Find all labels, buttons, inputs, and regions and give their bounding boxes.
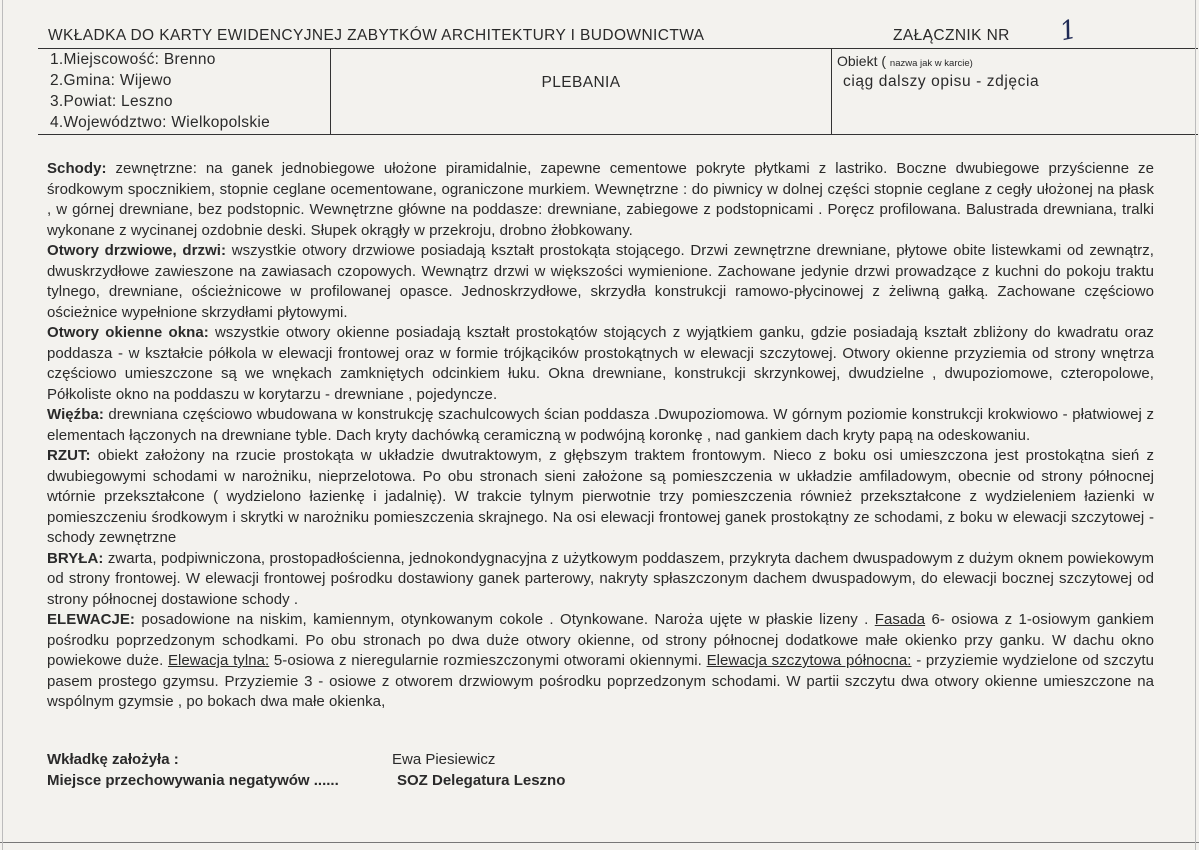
section-heading: BRYŁA: <box>47 549 104 567</box>
scan-edge-left <box>2 0 3 850</box>
section-heading: Otwory drzwiowe, drzwi: <box>47 242 227 259</box>
voivodeship-field: 4.Województwo: Wielkopolskie <box>50 114 271 131</box>
section-text: zwarta, podpiwniczona, prostopadłościenna, jednokondygnacyjna z użytkowym poddaszem, przykryta dachem dwuspadowym z dużym oknem powiekowym od strony frontowej. W elewacji frontowej pośrodku dostawiony ganek parterowy, nakryty spłaszczonym dachem dwuspadowym, do elewacji bocznej szczytowej od strony północnej dostawione schody . <box>47 549 1154 608</box>
section-text: 6- osiowa z 1-osiowym gankiem pośrodku poprzedzonym schodkami. Po obu stronach po dwa duże otwory okienne, od strony północnej dodatkowe małe okienko przy ganku. W dachu okno powiekowe duże. <box>47 611 1154 669</box>
section-plan <box>47 446 1154 549</box>
scan-edge-right <box>1195 0 1196 850</box>
section-doors <box>47 241 1154 323</box>
section-heading: Schody: <box>47 160 107 177</box>
section-heading: RZUT: <box>47 447 91 464</box>
section-stairs <box>47 159 1154 241</box>
storage-label: Miejsce przechowywania negatywów ...... <box>47 772 339 789</box>
locality-field: 1.Miejscowość: Brenno <box>50 51 216 68</box>
section-text: obiekt założony na rzucie prostokąta w układzie dwutraktowym, z głębszym traktem frontowym. Nieco z boku osi umieszczona jest prostokątna sień z dwubiegowymi schodami w narożniku, nieprzelotowa. Po obu stronach sieni założone są pomieszczenia w układzie amfiladowym, obecnie od strony północnej wtórnie przekształcone ( wydzielono łazienkę i jadalnię). W trakcie tylnym pierwotnie trzy pomieszczenia również przekształcone z wydzieleniem łazienki w pomieszczeniu środkowym i skrytki w narożniku pomieszczenia skrajnego. Na osi elewacji frontowej ganek prostokątny ze schodami, z boku w elewacji szczytowej - schody zewnętrzne <box>47 447 1154 546</box>
section-text: zewnętrzne: na ganek jednobiegowe ułożone piramidalnie, zapewne cementowe pokryte płytkami z lastriko. Boczne dwubiegowe przyścienne ze środkowym spocznikiem, stopnie ceglane ocementowane, ograniczone murkiem. Wewnętrzne : do piwnicy w dolnej części stopnie ceglane z cegły ułożonej na płask , w górnej drewniane, bez podstopnic. Wewnętrzne główne na poddasze: drewniane, zabiegowe z podstopnicami . Poręcz profilowana. Balustrada drewniana, tralki wykonane z wycinanej ozdobnie deski. Słupek okrągły w przekroju, drobno żłobkowany. <box>47 160 1154 239</box>
object-label-note: nazwa jak w karcie) <box>889 58 973 69</box>
location-cell <box>38 48 331 134</box>
section-text: 5-osiowa z nieregularnie rozmieszczonymi otworami okiennymi. <box>269 652 702 669</box>
section-text: - przyziemie wydzielone od szczytu pasem prostego gzymsu. Przyziemie 3 - osiowe z otworem drzwiowym pośrodku poprzedzonym schodami. W partii szczytu dwa otwory okienne umieszczone na wspólnym gzymsie , po bokach dwa małe okienka, <box>47 652 1154 710</box>
object-name: PLEBANIA <box>541 74 621 91</box>
scan-edge-bottom <box>0 842 1199 843</box>
object-value: ciąg dalszy opisu - zdjęcia <box>843 73 1040 90</box>
county-field: 3.Powiat: Leszno <box>50 93 173 110</box>
author-value: Ewa Piesiewicz <box>392 751 496 768</box>
section-windows <box>47 323 1154 405</box>
object-name-cell <box>331 48 832 134</box>
storage-value: SOZ Delegatura Leszno <box>397 772 566 789</box>
facade-label: Fasada <box>874 611 926 628</box>
author-label: Wkładkę założyła : <box>47 751 179 768</box>
commune-field: 2.Gmina: Wijewo <box>50 72 172 89</box>
section-text: wszystkie otwory okienne posiadają kształt prostokątów stojących z wyjątkiem ganku, gdzie posiadają kształt zbliżony do kwadratu oraz poddasza - w kształcie półkola w elewacji frontowej oraz w formie trójkącików prostokątnych w elewacji szczytowej. Otwory okienne przyziemia od strony wnętrza częściowo umieszczone są we wnękach zamkniętych odcinkiem łuku. Okna drewniane, konstrukcji skrzynkowej, dwudzielne , dwupoziomowe, czteropolowe, Półkoliste okno na poddaszu w korytarzu - drewniane , pojedyncze. <box>47 324 1154 403</box>
section-elevations <box>47 610 1154 713</box>
section-heading: Więźba: <box>47 406 104 423</box>
annex-label: ZAŁĄCZNIK NR <box>893 27 1010 44</box>
info-table <box>38 48 1198 135</box>
section-roof-truss <box>47 405 1154 446</box>
object-label: Obiekt ( nazwa jak w karcie) <box>837 53 973 69</box>
section-heading: Otwory okienne okna: <box>47 324 209 341</box>
annex-number-handwritten: 1 <box>1057 14 1080 48</box>
section-text: drewniana częściowo wbudowana w konstrukcję szachulcowych ścian poddasza .Dwupoziomowa. W górnym poziomie konstrukcji krokwiowo - płatwiowej z elementach łączonych na drewniane tyble. Dach kryty dachówką ceramiczną w podwójną koronkę , nad gankiem dach kryty papą na odeskowaniu. <box>47 406 1154 444</box>
document-title: WKŁADKA DO KARTY EWIDENCYJNEJ ZABYTKÓW ARCHITEKTURY I BUDOWNICTWA <box>48 27 705 44</box>
section-text: wszystkie otwory drzwiowe posiadają kształt prostokąta stojącego. Drzwi zewnętrzne drewniane, płytowe obite listewkami od zewnątrz, dwuskrzydłowe zawieszone na zawiasach czopowych. Wewnątrz drzwi w większości wymienione. Zachowane jedynie drzwi prowadzące z kuchni do pokoju traktu tylnego, drewniane, ościeżnicowe w profilowanej opasce. Jednoskrzydłowe, skrzydła konstrukcji ramowo-płycinowej z żeliwną gałką. Zachowane częściowo ościeżnice wypełnione skrzydłami płytowymi. <box>47 242 1154 321</box>
description-body <box>47 159 1154 713</box>
section-heading: ELEWACJE: <box>47 611 135 628</box>
gable-elevation-label: Elewacja szczytowa północna: <box>706 652 912 669</box>
rear-elevation-label: Elewacja tylna: <box>167 652 270 669</box>
object-cell <box>833 48 1198 134</box>
section-text: posadowione na niskim, kamiennym, otynkowanym cokole . Otynkowane. Naroża ujęte w płaskie lizeny . <box>134 611 875 628</box>
section-massing <box>47 549 1154 611</box>
